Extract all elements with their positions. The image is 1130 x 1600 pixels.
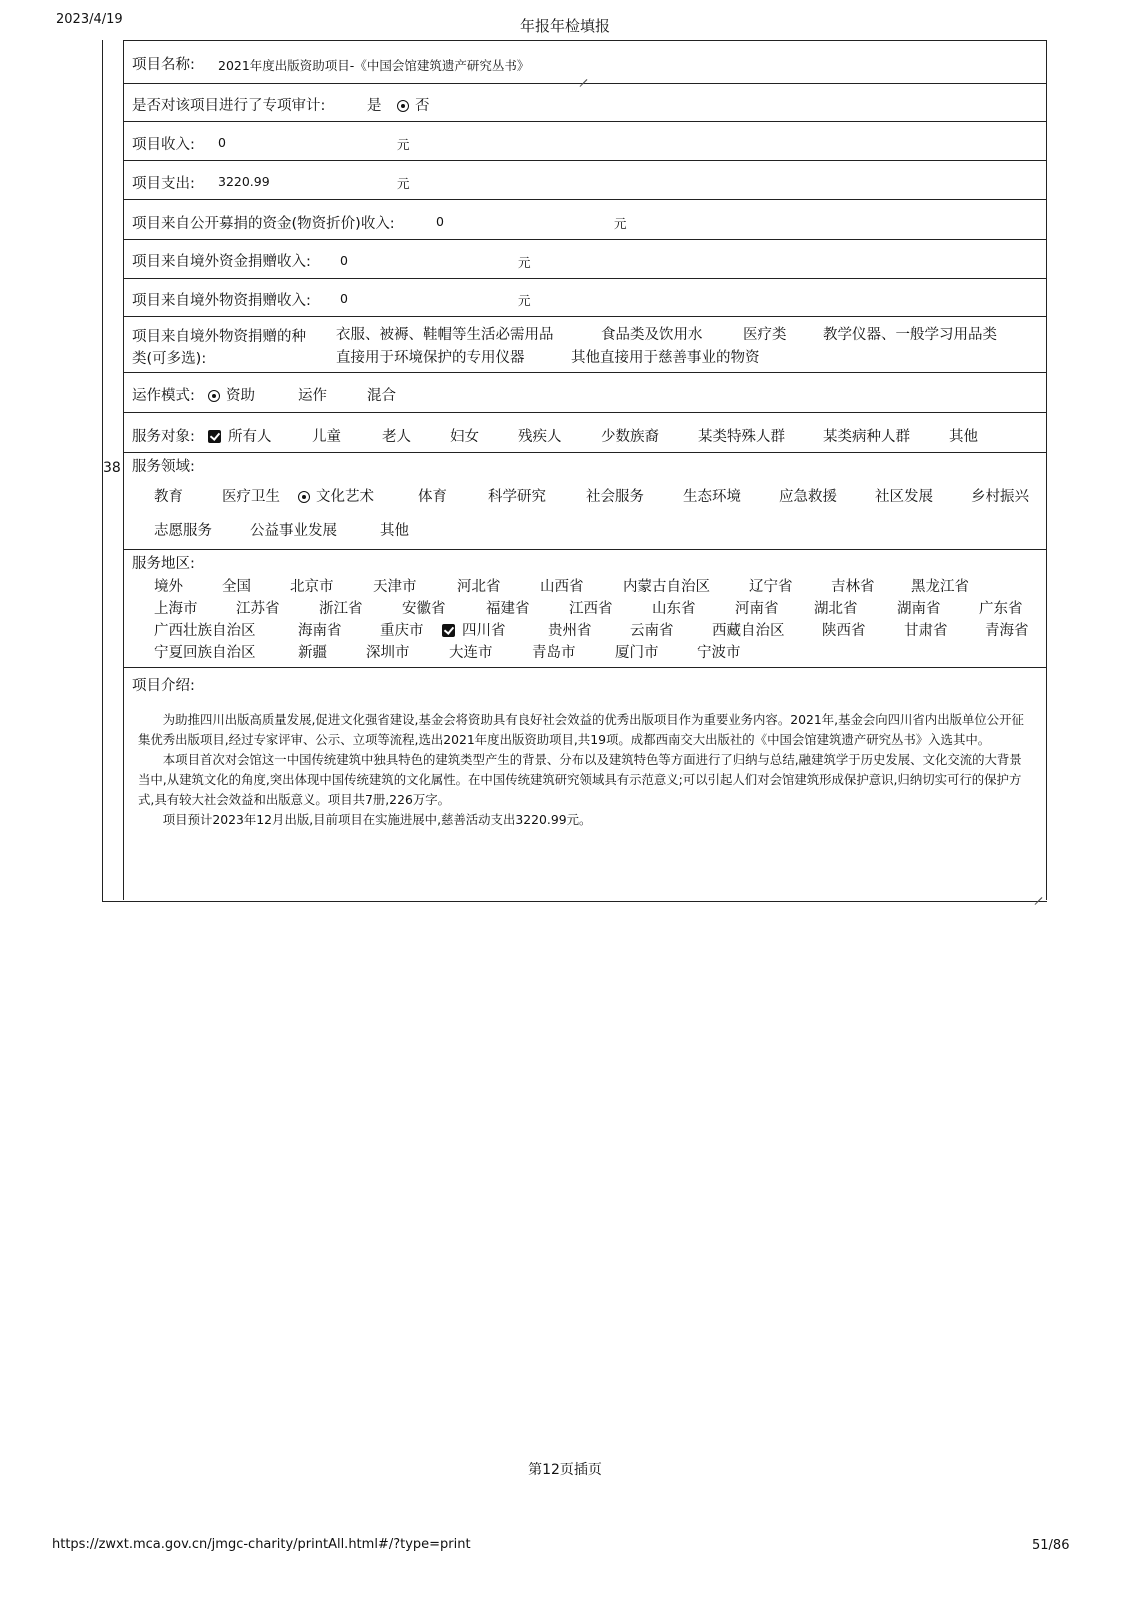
page-url: https://zwxt.mca.gov.cn/jmgc-charity/printAll.html#/?type=print [52, 1537, 471, 1552]
goods-type-option[interactable]: 教学仪器、一般学习用品类 [823, 327, 997, 343]
region-option[interactable]: 吉林省 [831, 579, 875, 595]
target-option[interactable]: 少数族裔 [601, 429, 659, 445]
project-name-label: 项目名称: [132, 57, 195, 73]
audit-no-text: 否 [415, 98, 430, 114]
region-option[interactable]: 重庆市 [380, 623, 424, 639]
audit-no-option[interactable] [397, 94, 430, 115]
region-option[interactable]: 青海省 [985, 623, 1029, 639]
audit-label: 是否对该项目进行了专项审计: [132, 98, 326, 114]
expense-unit: 元 [397, 176, 410, 191]
field-option[interactable]: 应急救援 [779, 489, 837, 505]
target-option[interactable]: 其他 [949, 429, 978, 445]
radio-selected-icon [208, 390, 220, 402]
public-income-field[interactable]: 0 [436, 214, 444, 229]
goods-type-option[interactable]: 直接用于环境保护的专用仪器 [336, 350, 525, 366]
row-income [124, 122, 1046, 161]
goods-type-label-line1: 项目来自境外物资捐赠的种 [132, 329, 306, 345]
target-option[interactable]: 儿童 [312, 429, 341, 445]
audit-yes-option[interactable] [367, 94, 382, 115]
foreign-fund-label: 项目来自境外资金捐赠收入: [132, 254, 311, 270]
target-option[interactable]: 某类特殊人群 [698, 429, 785, 445]
intro-paragraph: 本项目首次对会馆这一中国传统建筑中独具特色的建筑类型产生的背景、分布以及建筑特色等方面进行了归纳与总结,融建筑学于历史发展、文化交流的大背景当中,从建筑文化的角度,突出体现中国传统建筑的文化属性。在中国传统建筑研究领域具有示范意义;可以引起人们对会馆建筑形成保护意识,归纳切实可行的保护方式,具有较大社会效益和出版意义。项目共7册,226万字。 [138, 752, 1022, 807]
page-title: 年报年检填报 [519, 17, 610, 35]
radio-selected-icon [298, 491, 310, 503]
income-field[interactable]: 0 [218, 135, 226, 150]
row-expense [124, 161, 1046, 200]
target-option[interactable]: 某类病种人群 [823, 429, 910, 445]
row-number: 38 [103, 460, 121, 476]
region-option[interactable]: 辽宁省 [749, 579, 793, 595]
goods-type-option[interactable]: 其他直接用于慈善事业的物资 [571, 350, 760, 366]
intro-paragraph: 项目预计2023年12月出版,目前项目在实施进展中,慈善活动支出3220.99元。 [162, 812, 592, 827]
region-option[interactable]: 安徽省 [402, 601, 446, 617]
region-option[interactable]: 广东省 [979, 601, 1023, 617]
field-option-text: 文化艺术 [316, 489, 374, 505]
region-option[interactable]: 云南省 [630, 623, 674, 639]
region-option[interactable]: 北京市 [290, 579, 334, 595]
mode-label: 运作模式: [132, 388, 195, 404]
field-label: 服务领域: [132, 459, 195, 475]
field-option[interactable]: 志愿服务 [154, 523, 212, 539]
project-form [102, 40, 1047, 902]
region-option[interactable]: 甘肃省 [904, 623, 948, 639]
intro-textarea[interactable] [138, 710, 1032, 830]
region-option[interactable]: 贵州省 [548, 623, 592, 639]
region-option-checked[interactable] [442, 619, 506, 640]
project-form-inner [123, 40, 1047, 900]
foreign-goods-field[interactable]: 0 [340, 291, 348, 306]
field-option[interactable]: 教育 [154, 489, 183, 505]
mode-option[interactable]: 运作 [298, 388, 327, 404]
row-audit [124, 84, 1046, 122]
region-option[interactable]: 福建省 [486, 601, 530, 617]
region-option[interactable]: 山东省 [652, 601, 696, 617]
expense-field[interactable]: 3220.99 [218, 174, 270, 189]
row-regions [124, 550, 1046, 668]
region-option[interactable]: 深圳市 [366, 645, 410, 661]
intro-paragraph: 为助推四川出版高质量发展,促进文化强省建设,基金会将资助具有良好社会效益的优秀出版项目作为重要业务内容。2021年,基金会向四川省内出版单位公开征集优秀出版项目,经过专家评审、公示、立项等流程,选出2021年度出版资助项目,共19项。成都西南交大出版社的《中国会馆建筑遗产研究丛书》入选其中。 [138, 712, 1024, 747]
field-option[interactable]: 社区发展 [875, 489, 933, 505]
region-option[interactable]: 江苏省 [236, 601, 280, 617]
region-option[interactable]: 天津市 [373, 579, 417, 595]
mode-option[interactable]: 混合 [367, 388, 396, 404]
region-option[interactable]: 厦门市 [615, 645, 659, 661]
row-public-income [124, 200, 1046, 240]
field-option[interactable]: 乡村振兴 [971, 489, 1029, 505]
audit-yes-text: 是 [367, 98, 382, 114]
page-insert-label: 第12页插页 [528, 1462, 602, 1478]
resize-handle-icon[interactable] [1034, 890, 1042, 898]
row-fields [124, 453, 1046, 550]
row-goods-types [124, 317, 1046, 373]
expense-label: 项目支出: [132, 176, 195, 192]
project-name-field[interactable]: 2021年度出版资助项目-《中国会馆建筑遗产研究丛书》 [218, 58, 530, 73]
goods-type-label-line2: 类(可多选): [132, 351, 207, 367]
region-label: 服务地区: [132, 556, 195, 572]
target-option[interactable]: 老人 [382, 429, 411, 445]
field-option-selected[interactable] [298, 485, 374, 506]
region-option[interactable]: 西藏自治区 [712, 623, 785, 639]
field-option[interactable]: 其他 [380, 523, 409, 539]
target-option-checked[interactable] [208, 425, 272, 446]
region-option[interactable]: 湖南省 [897, 601, 941, 617]
page-number: 51/86 [1032, 1538, 1070, 1553]
region-option[interactable]: 大连市 [449, 645, 493, 661]
foreign-fund-field[interactable]: 0 [340, 253, 348, 268]
row-intro [124, 668, 1046, 900]
row-project-name [124, 41, 1046, 84]
region-option[interactable]: 湖北省 [814, 601, 858, 617]
goods-type-option[interactable]: 衣服、被褥、鞋帽等生活必需用品 [336, 327, 554, 343]
field-option[interactable]: 医疗卫生 [222, 489, 280, 505]
row-foreign-fund [124, 240, 1046, 279]
region-option[interactable]: 江西省 [569, 601, 613, 617]
row-foreign-goods [124, 279, 1046, 317]
checkbox-checked-icon [442, 624, 455, 637]
field-option[interactable]: 体育 [418, 489, 447, 505]
region-option[interactable]: 上海市 [154, 601, 198, 617]
intro-label: 项目介绍: [132, 678, 195, 694]
foreign-goods-label: 项目来自境外物资捐赠收入: [132, 293, 311, 309]
region-option[interactable]: 内蒙古自治区 [623, 579, 710, 595]
row-mode [124, 373, 1046, 413]
region-option[interactable]: 山西省 [540, 579, 584, 595]
region-option[interactable]: 青岛市 [532, 645, 576, 661]
radio-selected-icon [397, 100, 409, 112]
print-date: 2023/4/19 [56, 12, 123, 27]
resize-handle-icon[interactable] [579, 72, 587, 80]
target-option[interactable]: 残疾人 [518, 429, 562, 445]
region-option[interactable]: 宁夏回族自治区 [154, 645, 256, 661]
region-option[interactable]: 河南省 [735, 601, 779, 617]
checkbox-checked-icon [208, 430, 221, 443]
field-option[interactable]: 生态环境 [683, 489, 741, 505]
region-option[interactable]: 陕西省 [822, 623, 866, 639]
mode-option-selected[interactable] [208, 384, 255, 405]
target-option-text: 所有人 [228, 429, 272, 445]
public-income-label: 项目来自公开募捐的资金(物资折价)收入: [132, 216, 395, 232]
public-income-unit: 元 [614, 216, 627, 231]
region-option[interactable]: 新疆 [298, 645, 327, 661]
income-unit: 元 [397, 137, 410, 152]
region-option[interactable]: 全国 [222, 579, 251, 595]
field-option[interactable]: 公益事业发展 [250, 523, 337, 539]
income-label: 项目收入: [132, 137, 195, 153]
target-label: 服务对象: [132, 429, 195, 445]
region-option[interactable]: 海南省 [298, 623, 342, 639]
foreign-goods-unit: 元 [518, 293, 531, 308]
field-option[interactable]: 科学研究 [488, 489, 546, 505]
region-option[interactable]: 广西壮族自治区 [154, 623, 256, 639]
field-option[interactable]: 社会服务 [586, 489, 644, 505]
mode-option-text: 资助 [226, 388, 255, 404]
goods-type-option[interactable]: 医疗类 [743, 327, 787, 343]
region-option[interactable]: 黑龙江省 [911, 579, 969, 595]
region-option[interactable]: 浙江省 [319, 601, 363, 617]
region-option[interactable]: 宁波市 [697, 645, 741, 661]
target-option[interactable]: 妇女 [450, 429, 479, 445]
region-option[interactable]: 境外 [154, 579, 183, 595]
region-option[interactable]: 河北省 [457, 579, 501, 595]
region-option-text: 四川省 [462, 623, 506, 639]
row-targets [124, 413, 1046, 453]
foreign-fund-unit: 元 [518, 255, 531, 270]
goods-type-option[interactable]: 食品类及饮用水 [601, 327, 703, 343]
